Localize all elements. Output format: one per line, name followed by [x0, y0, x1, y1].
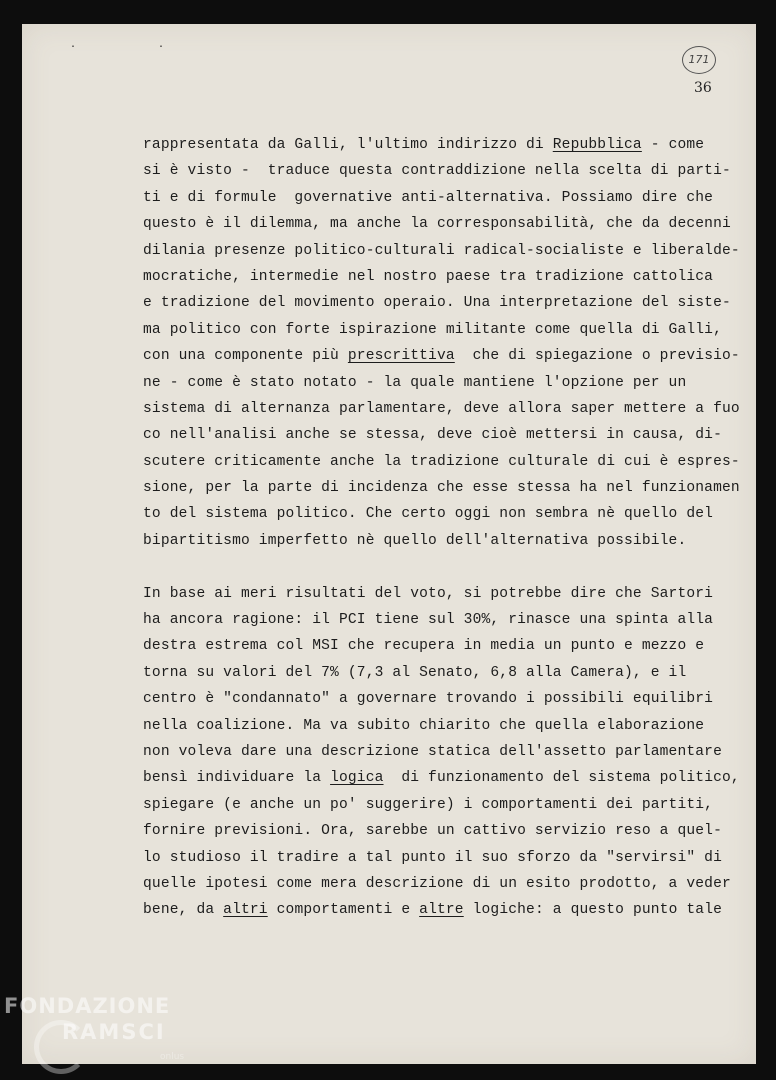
watermark-g-logo-icon — [34, 1020, 88, 1074]
text-line: scutere criticamente anche la tradizione culturale di cui è espres- — [143, 453, 740, 470]
archive-stamp: 171 — [682, 46, 716, 74]
text-line: torna su valori del 7% (7,3 al Senato, 6,8 alla Camera), e il — [143, 664, 687, 681]
text-line: ma politico con forte ispirazione militante come quella di Galli, — [143, 321, 722, 338]
watermark-line-2: RAMSCI — [62, 1020, 166, 1044]
text-line: ne - come è stato notato - la quale mantiene l'opzione per un — [143, 374, 687, 391]
text-line: sistema di alternanza parlamentare, deve allora saper mettere a fuo — [143, 400, 740, 417]
text-line: non voleva dare una descrizione statica dell'assetto parlamentare — [143, 743, 722, 760]
text-line: mocratiche, intermedie nel nostro paese tra tradizione cattolica — [143, 268, 714, 285]
page-number: 36 — [694, 80, 712, 96]
text-line: In base ai meri risultati del voto, si potrebbe dire che Sartori — [143, 585, 714, 602]
text-line: to del sistema politico. Che certo oggi non sembra nè quello del — [143, 506, 714, 523]
text-line: lo studioso il tradire a tal punto il suo sforzo da "servirsi" di — [143, 849, 722, 866]
watermark-line-3: onlus — [160, 1052, 185, 1062]
text-line: questo è il dilemma, ma anche la corresponsabilità, che da decenni — [143, 216, 731, 233]
watermark-line-1: FONDAZIONE — [4, 994, 171, 1018]
text-line: sione, per la parte di incidenza che esse stessa ha nel funzionamen — [143, 480, 740, 497]
typed-text — [143, 132, 753, 924]
text-line: dilania presenze politico-culturali radical-socialiste e liberalde- — [143, 242, 740, 259]
text-line: co nell'analisi anche se stessa, deve cioè mettersi in causa, di- — [143, 427, 722, 444]
text-line: quelle ipotesi come mera descrizione di un esito prodotto, a veder — [143, 875, 731, 892]
text-line: spiegare (e anche un po' suggerire) i comportamenti dei partiti, — [143, 796, 714, 813]
fondazione-gramsci-watermark — [4, 994, 185, 1062]
text-line: nella coalizione. Ma va subito chiarito che quella elaborazione — [143, 717, 705, 734]
paragraph-2 — [143, 581, 753, 924]
text-line: bipartitismo imperfetto nè quello dell'alternativa possibile. — [143, 532, 687, 549]
corner-marks: · · — [70, 42, 203, 53]
text-line: con una componente più prescrittiva che di spiegazione o previsio- — [143, 348, 740, 365]
text-line: si è visto - traduce questa contraddizione nella scelta di parti- — [143, 163, 731, 180]
paragraph-1 — [143, 132, 753, 554]
text-line: e tradizione del movimento operaio. Una interpretazione del siste- — [143, 295, 731, 312]
text-line: bene, da altri comportamenti e altre logiche: a questo punto tale — [143, 902, 723, 919]
text-line: destra estrema col MSI che recupera in media un punto e mezzo e — [143, 638, 705, 655]
document-page — [22, 24, 756, 1064]
text-line: bensì individuare la logica di funzionamento del sistema politico, — [143, 770, 740, 787]
text-line: rappresentata da Galli, l'ultimo indirizzo di Repubblica - come — [143, 137, 705, 153]
text-line: ti e di formule governative anti-alternativa. Possiamo dire che — [143, 189, 714, 206]
text-line: fornire previsioni. Ora, sarebbe un cattivo servizio reso a quel- — [143, 823, 722, 840]
text-line: ha ancora ragione: il PCI tiene sul 30%, rinasce una spinta alla — [143, 612, 714, 629]
text-line: centro è "condannato" a governare trovando i possibili equilibri — [143, 691, 714, 708]
